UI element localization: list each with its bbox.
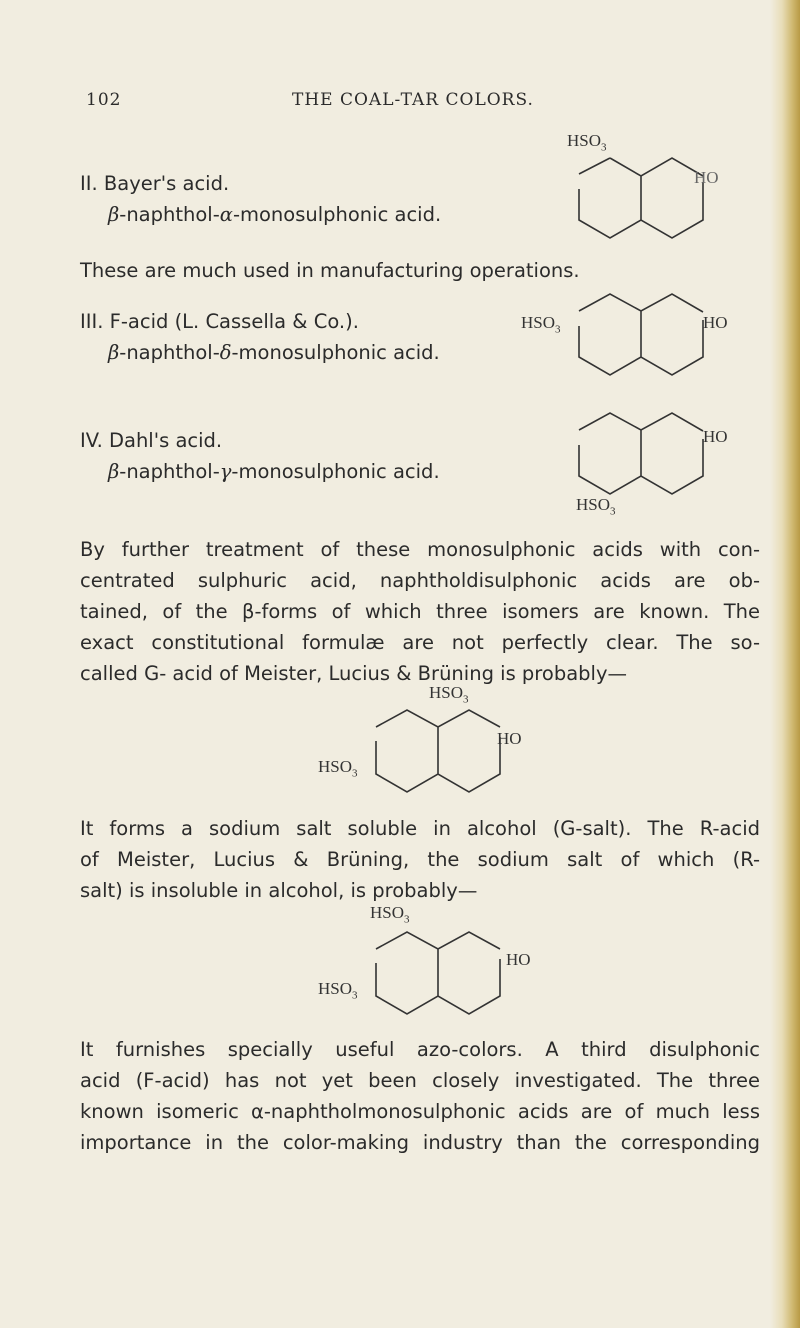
running-title: THE COAL-TAR COLORS. xyxy=(292,90,534,110)
r-acid-hso3-left: $HSO_3$ xyxy=(318,979,358,1002)
g-acid-hso3-top: $HSO_3$ xyxy=(429,683,469,706)
g-acid-ho: HO xyxy=(497,729,522,748)
page-number: 102 xyxy=(86,90,122,110)
section-iv-subtitle: β-naphthol-γ-monosulphonic acid. xyxy=(108,460,440,483)
text-line: exact constitutional formulæ are not perfectly clear. The so- xyxy=(80,631,760,654)
paragraph-3 xyxy=(80,1034,760,1158)
text-line: known isomeric α-naphtholmonosulphonic acids are of much less xyxy=(80,1100,760,1123)
section-ii-subtitle: β-naphthol-α-monosulphonic acid. xyxy=(108,203,442,226)
r-acid-hso3-top: $HSO_3$ xyxy=(370,903,410,926)
mol-ii-hso3-top: $HSO_3$ xyxy=(567,131,607,154)
section-iii-subtitle: β-naphthol-δ-monosulphonic acid. xyxy=(108,341,440,364)
section-ii-title: II. Bayer's acid. xyxy=(80,172,230,195)
mol-ii-ho: HO xyxy=(694,168,719,187)
g-acid-hso3-left: $HSO_3$ xyxy=(318,757,358,780)
section-iv-title: IV. Dahl's acid. xyxy=(80,429,223,452)
text-line: importance in the color-making industry than the corresponding xyxy=(80,1131,760,1154)
text-line: called G- acid of Meister, Lucius & Brüning is probably— xyxy=(80,662,627,685)
mol-iii-ho: HO xyxy=(703,313,728,332)
text-line: centrated sulphuric acid, naphtholdisulphonic acids are ob- xyxy=(80,569,760,592)
mol-iii-hso3-left: $HSO_3$ xyxy=(521,313,561,336)
text-line: It forms a sodium salt soluble in alcohol (G-salt). The R-acid xyxy=(80,817,760,840)
text-line: It furnishes specially useful azo-colors. A third disulphonic xyxy=(80,1038,760,1061)
r-acid-ho: HO xyxy=(506,950,531,969)
text-line: acid (F-acid) has not yet been closely investigated. The three xyxy=(80,1069,760,1092)
text-line: tained, of the β-forms of which three isomers are known. The xyxy=(80,600,760,623)
mol-iv-hso3-bottom: $HSO_3$ xyxy=(576,495,616,518)
mol-iv-ho: HO xyxy=(703,427,728,446)
text-line: of Meister, Lucius & Brüning, the sodium salt of which (R- xyxy=(80,848,760,871)
text-line: By further treatment of these monosulphonic acids with con- xyxy=(80,538,760,561)
section-iii-title: III. F-acid (L. Cassella & Co.). xyxy=(80,310,359,333)
operations-note: These are much used in manufacturing operations. xyxy=(80,259,580,282)
text-line: salt) is insoluble in alcohol, is probably— xyxy=(80,879,478,902)
